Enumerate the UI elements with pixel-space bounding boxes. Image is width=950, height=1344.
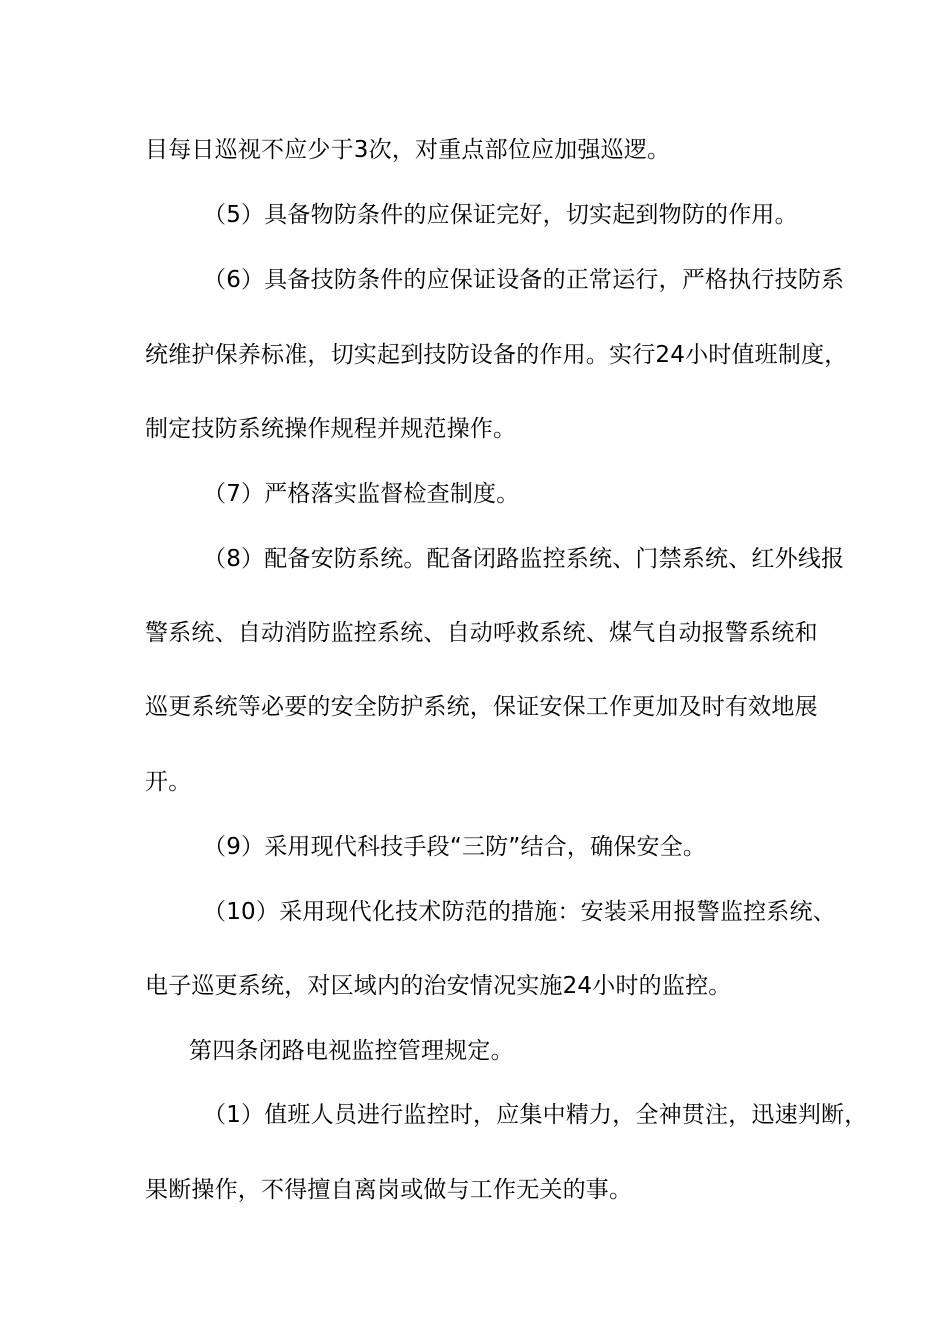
text-line: 果断操作，不得擅自离岗或做与工作无关的事。 [145, 1177, 633, 1203]
text-line: （9）采用现代科技手段“三防”结合，确保安全。 [203, 834, 707, 860]
text-line: （10）采用现代化技术防范的措施：安装采用报警监控系统、 [203, 899, 836, 925]
text-line: 巡更系统等必要的安全防护系统，保证安保工作更加及时有效地展 [145, 694, 818, 720]
text-line: （8）配备安防系统。配备闭路监控系统、门禁系统、红外线报 [203, 546, 845, 572]
text-line: （5）具备物防条件的应保证完好，切实起到物防的作用。 [203, 202, 798, 228]
text-line: 目每日巡视不应少于3次，对重点部位应加强巡逻。 [145, 137, 671, 163]
text-line: 统维护保养标准，切实起到技防设备的作用。实行24小时值班制度， [145, 342, 848, 368]
text-line: 开。 [145, 769, 192, 795]
text-line: （6）具备技防条件的应保证设备的正常运行，严格执行技防系 [203, 267, 845, 293]
text-line: （1）值班人员进行监控时，应集中精力，全神贯注，迅速判断， [203, 1102, 868, 1128]
text-line: 电子巡更系统，对区域内的治安情况实施24小时的监控。 [145, 973, 732, 999]
text-line: 制定技防系统操作规程并规范操作。 [145, 416, 517, 442]
text-line: 警系统、自动消防监控系统、自动呼救系统、煤气自动报警系统和 [145, 620, 818, 646]
section-heading: 第四条闭路电视监控管理规定。 [189, 1038, 514, 1064]
text-line: （7）严格落实监督检查制度。 [203, 481, 520, 507]
